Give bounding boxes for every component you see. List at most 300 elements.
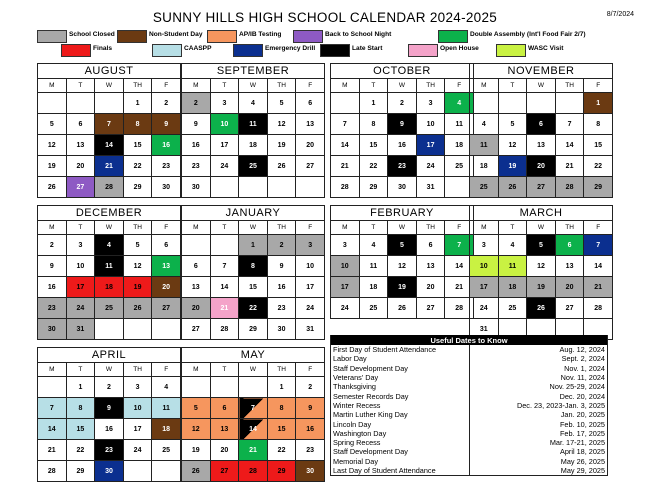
useful-date-event: Staff Development Day (331, 447, 470, 456)
day-cell: 8 (359, 114, 388, 135)
weekday-header: W (388, 79, 417, 93)
day-cell: 2 (267, 235, 296, 256)
month-name: OCTOBER (331, 64, 474, 79)
day-cell: 27 (210, 461, 239, 482)
day-cell: 24 (210, 156, 239, 177)
month-march (469, 205, 613, 340)
day-cell (331, 93, 360, 114)
week-row (38, 319, 181, 340)
day-cell (210, 177, 239, 198)
day-cell: 31 (416, 177, 445, 198)
day-cell: 13 (152, 256, 181, 277)
day-cell (152, 319, 181, 340)
day-cell: 2 (182, 93, 211, 114)
day-cell: 13 (416, 256, 445, 277)
day-cell: 24 (296, 298, 325, 319)
day-cell: 7 (95, 114, 124, 135)
day-cell: 6 (152, 235, 181, 256)
day-cell: 30 (267, 319, 296, 340)
legend-label: WASC Visit (528, 45, 564, 52)
day-cell: 10 (296, 256, 325, 277)
day-cell: 3 (123, 377, 152, 398)
day-cell: 21 (445, 277, 474, 298)
day-cell: 11 (152, 398, 181, 419)
day-cell: 6 (555, 235, 584, 256)
month-name: APRIL (38, 348, 181, 363)
weekday-header: M (182, 363, 211, 377)
day-cell: 28 (95, 177, 124, 198)
day-cell: 14 (38, 419, 67, 440)
weekday-header: TH (416, 221, 445, 235)
day-cell: 20 (210, 440, 239, 461)
day-cell: 28 (445, 298, 474, 319)
day-cell: 7 (445, 235, 474, 256)
month-february (330, 205, 474, 319)
day-cell: 6 (210, 398, 239, 419)
useful-date-row (331, 364, 608, 373)
day-cell: 18 (239, 135, 268, 156)
weekday-header: TH (555, 221, 584, 235)
day-cell: 14 (331, 135, 360, 156)
legend-label: Late Start (352, 45, 383, 52)
day-cell: 8 (239, 256, 268, 277)
day-cell: 5 (498, 114, 527, 135)
day-cell: 9 (267, 256, 296, 277)
day-cell: 6 (66, 114, 95, 135)
week-row (38, 398, 181, 419)
weekday-header: T (359, 221, 388, 235)
day-cell: 22 (123, 156, 152, 177)
week-row (182, 277, 325, 298)
week-row (182, 177, 325, 198)
week-row (38, 461, 181, 482)
day-cell: 20 (527, 156, 556, 177)
day-cell: 16 (267, 277, 296, 298)
day-cell: 26 (123, 298, 152, 319)
legend-swatch (37, 30, 67, 43)
month-may (181, 347, 325, 482)
useful-date-value: Sept. 2, 2024 (469, 354, 608, 363)
day-cell: 27 (416, 298, 445, 319)
day-cell: 2 (95, 377, 124, 398)
day-cell: 4 (239, 93, 268, 114)
day-cell: 30 (38, 319, 67, 340)
month-september (181, 63, 325, 198)
week-row (331, 298, 474, 319)
day-cell: 28 (38, 461, 67, 482)
day-cell: 9 (296, 398, 325, 419)
weekday-header: W (95, 221, 124, 235)
day-cell: 7 (331, 114, 360, 135)
day-cell: 27 (182, 319, 211, 340)
day-cell: 12 (182, 419, 211, 440)
day-cell: 12 (267, 114, 296, 135)
day-cell: 31 (470, 319, 499, 340)
day-cell: 23 (38, 298, 67, 319)
day-cell: 13 (296, 114, 325, 135)
useful-date-value: Nov. 1, 2024 (469, 364, 608, 373)
day-cell: 27 (296, 156, 325, 177)
useful-dates-header: Useful Dates to Know (331, 335, 608, 345)
day-cell: 10 (123, 398, 152, 419)
day-cell (555, 93, 584, 114)
day-cell: 4 (152, 377, 181, 398)
legend-swatch (207, 30, 237, 43)
day-cell (239, 377, 268, 398)
week-row (331, 114, 474, 135)
useful-date-event: Veterans' Day (331, 373, 470, 382)
day-cell: 28 (584, 298, 613, 319)
weekday-header: TH (123, 221, 152, 235)
day-cell: 1 (359, 93, 388, 114)
weekday-header: M (38, 79, 67, 93)
day-cell: 18 (152, 419, 181, 440)
useful-date-row (331, 401, 608, 410)
day-cell: 3 (210, 93, 239, 114)
weekday-header: F (584, 79, 613, 93)
day-cell: 18 (470, 156, 499, 177)
legend-swatch (438, 30, 468, 43)
day-cell: 12 (123, 256, 152, 277)
useful-date-row (331, 345, 608, 354)
weekday-header: F (296, 79, 325, 93)
day-cell: 21 (210, 298, 239, 319)
day-cell: 2 (388, 93, 417, 114)
day-cell: 12 (388, 256, 417, 277)
useful-date-value: Jan. 20, 2025 (469, 410, 608, 419)
day-cell (182, 377, 211, 398)
day-cell (527, 93, 556, 114)
day-cell: 1 (267, 377, 296, 398)
week-row (470, 135, 613, 156)
weekday-header: M (182, 221, 211, 235)
day-cell: 2 (38, 235, 67, 256)
day-cell: 16 (388, 135, 417, 156)
day-cell: 29 (584, 177, 613, 198)
legend-label: Finals (93, 45, 113, 52)
day-cell: 13 (66, 135, 95, 156)
weekday-header: T (66, 363, 95, 377)
day-cell: 13 (210, 419, 239, 440)
weekday-header: T (210, 221, 239, 235)
useful-date-row (331, 354, 608, 363)
week-row (182, 319, 325, 340)
weekday-header: F (445, 221, 474, 235)
day-cell: 25 (239, 156, 268, 177)
day-cell: 14 (555, 135, 584, 156)
day-cell: 28 (331, 177, 360, 198)
day-cell: 30 (152, 177, 181, 198)
week-row (470, 177, 613, 198)
day-cell: 6 (416, 235, 445, 256)
day-cell: 21 (38, 440, 67, 461)
week-row (470, 93, 613, 114)
useful-date-event: Spring Recess (331, 438, 470, 447)
day-cell: 24 (416, 156, 445, 177)
week-row (331, 256, 474, 277)
week-row (331, 156, 474, 177)
day-cell: 25 (445, 156, 474, 177)
day-cell (239, 177, 268, 198)
useful-date-row (331, 410, 608, 419)
legend-swatch (117, 30, 147, 43)
day-cell: 7 (555, 114, 584, 135)
day-cell: 9 (182, 114, 211, 135)
week-row (331, 177, 474, 198)
day-cell: 19 (38, 156, 67, 177)
useful-date-value: Nov. 25-29, 2024 (469, 382, 608, 391)
legend-swatch (233, 44, 263, 57)
week-row (470, 235, 613, 256)
weekday-header: W (95, 363, 124, 377)
day-cell: 22 (66, 440, 95, 461)
week-row (38, 256, 181, 277)
week-row (470, 298, 613, 319)
day-cell: 19 (267, 135, 296, 156)
day-cell: 24 (66, 298, 95, 319)
day-cell: 14 (584, 256, 613, 277)
useful-date-row (331, 419, 608, 428)
useful-date-row (331, 391, 608, 400)
day-cell: 2 (296, 377, 325, 398)
day-cell: 12 (527, 256, 556, 277)
day-cell: 21 (239, 440, 268, 461)
day-cell (66, 93, 95, 114)
weekday-header: T (210, 363, 239, 377)
week-row (38, 277, 181, 298)
week-row (182, 377, 325, 398)
day-cell: 4 (498, 235, 527, 256)
month-name: MARCH (470, 206, 613, 221)
weekday-header: M (331, 221, 360, 235)
weekday-header: T (66, 79, 95, 93)
legend-label: Double Assembly (Int'l Food Fair 2/7) (470, 31, 586, 38)
day-cell: 11 (95, 256, 124, 277)
useful-date-row (331, 457, 608, 466)
day-cell: 9 (388, 114, 417, 135)
day-cell: 3 (416, 93, 445, 114)
day-cell: 10 (66, 256, 95, 277)
day-cell: 4 (95, 235, 124, 256)
day-cell (123, 319, 152, 340)
day-cell: 30 (182, 177, 211, 198)
weekday-header: TH (416, 79, 445, 93)
month-january (181, 205, 325, 340)
useful-date-event: Washington Day (331, 429, 470, 438)
week-row (182, 114, 325, 135)
weekday-header: TH (267, 221, 296, 235)
day-cell: 9 (95, 398, 124, 419)
month-august (37, 63, 181, 198)
legend-label: Back to School Night (325, 31, 392, 38)
useful-date-event: Thanksgiving (331, 382, 470, 391)
day-cell: 14 (95, 135, 124, 156)
useful-date-value: April 18, 2025 (469, 447, 608, 456)
day-cell: 19 (498, 156, 527, 177)
weekday-header: W (95, 79, 124, 93)
useful-date-row (331, 382, 608, 391)
day-cell: 21 (555, 156, 584, 177)
day-cell (498, 93, 527, 114)
useful-date-event: Staff Development Day (331, 364, 470, 373)
weekday-header: M (182, 79, 211, 93)
day-cell: 24 (123, 440, 152, 461)
day-cell: 11 (239, 114, 268, 135)
weekday-header: F (152, 363, 181, 377)
week-row (38, 156, 181, 177)
weekday-header: W (239, 221, 268, 235)
day-cell: 6 (296, 93, 325, 114)
day-cell: 20 (555, 277, 584, 298)
day-cell (210, 377, 239, 398)
day-cell: 24 (470, 298, 499, 319)
useful-date-row (331, 429, 608, 438)
day-cell: 3 (470, 235, 499, 256)
day-cell: 5 (527, 235, 556, 256)
weekday-header: M (38, 363, 67, 377)
week-row (470, 277, 613, 298)
day-cell: 28 (555, 177, 584, 198)
day-cell: 29 (66, 461, 95, 482)
day-cell (210, 235, 239, 256)
day-cell: 22 (584, 156, 613, 177)
day-cell: 17 (416, 135, 445, 156)
weekday-header: TH (267, 363, 296, 377)
day-cell (152, 461, 181, 482)
day-cell: 20 (152, 277, 181, 298)
day-cell: 10 (210, 114, 239, 135)
day-cell: 18 (359, 277, 388, 298)
day-cell: 26 (38, 177, 67, 198)
week-row (182, 235, 325, 256)
day-cell: 21 (584, 277, 613, 298)
week-row (182, 419, 325, 440)
day-cell: 26 (267, 156, 296, 177)
month-name: SEPTEMBER (182, 64, 325, 79)
day-cell: 11 (359, 256, 388, 277)
legend-label: AP/IB Testing (239, 31, 282, 38)
day-cell: 23 (296, 440, 325, 461)
day-cell: 11 (470, 135, 499, 156)
day-cell: 29 (267, 461, 296, 482)
day-cell: 4 (359, 235, 388, 256)
day-cell: 28 (239, 461, 268, 482)
legend-swatch (408, 44, 438, 57)
day-cell: 15 (359, 135, 388, 156)
day-cell: 17 (470, 277, 499, 298)
day-cell: 20 (416, 277, 445, 298)
day-cell: 4 (445, 93, 474, 114)
day-cell: 8 (123, 114, 152, 135)
day-cell: 7 (584, 235, 613, 256)
day-cell: 19 (182, 440, 211, 461)
day-cell: 14 (210, 277, 239, 298)
useful-date-value: Nov. 11, 2024 (469, 373, 608, 382)
useful-date-value: Feb. 17, 2025 (469, 429, 608, 438)
day-cell: 5 (38, 114, 67, 135)
day-cell: 9 (38, 256, 67, 277)
day-cell: 15 (267, 419, 296, 440)
day-cell: 16 (296, 419, 325, 440)
week-row (38, 135, 181, 156)
week-row (331, 93, 474, 114)
week-row (182, 398, 325, 419)
day-cell: 22 (267, 440, 296, 461)
day-cell: 31 (296, 319, 325, 340)
week-row (38, 440, 181, 461)
day-cell (182, 235, 211, 256)
week-row (470, 156, 613, 177)
day-cell: 7 (38, 398, 67, 419)
day-cell (95, 319, 124, 340)
day-cell: 5 (267, 93, 296, 114)
legend-swatch (496, 44, 526, 57)
day-cell: 25 (359, 298, 388, 319)
day-cell: 8 (66, 398, 95, 419)
day-cell: 30 (388, 177, 417, 198)
day-cell: 4 (470, 114, 499, 135)
weekday-header: TH (123, 363, 152, 377)
day-cell: 27 (66, 177, 95, 198)
day-cell: 21 (95, 156, 124, 177)
day-cell (38, 377, 67, 398)
day-cell: 23 (152, 156, 181, 177)
day-cell: 17 (123, 419, 152, 440)
useful-dates-table (330, 335, 608, 476)
month-november (469, 63, 613, 198)
day-cell (267, 177, 296, 198)
month-name: AUGUST (38, 64, 181, 79)
week-row (470, 114, 613, 135)
legend-swatch (320, 44, 350, 57)
day-cell: 8 (584, 114, 613, 135)
useful-date-event: Winter Recess (331, 401, 470, 410)
week-row (38, 114, 181, 135)
day-cell: 26 (388, 298, 417, 319)
day-cell: 23 (182, 156, 211, 177)
day-cell: 12 (38, 135, 67, 156)
weekday-header: TH (555, 79, 584, 93)
day-cell: 3 (331, 235, 360, 256)
day-cell: 23 (388, 156, 417, 177)
day-cell: 9 (152, 114, 181, 135)
day-cell: 22 (239, 298, 268, 319)
day-cell: 30 (95, 461, 124, 482)
useful-date-event: Labor Day (331, 354, 470, 363)
weekday-header: W (239, 363, 268, 377)
day-cell: 5 (388, 235, 417, 256)
weekday-header: F (296, 221, 325, 235)
week-row (331, 235, 474, 256)
week-row (38, 235, 181, 256)
day-cell: 23 (267, 298, 296, 319)
legend-swatch (293, 30, 323, 43)
month-name: DECEMBER (38, 206, 181, 221)
month-october (330, 63, 474, 198)
weekday-header: W (388, 221, 417, 235)
day-cell: 1 (584, 93, 613, 114)
day-cell: 14 (445, 256, 474, 277)
day-cell (470, 93, 499, 114)
useful-date-event: Semester Records Day (331, 391, 470, 400)
useful-date-value: Dec. 20, 2024 (469, 391, 608, 400)
day-cell: 17 (331, 277, 360, 298)
day-cell: 5 (182, 398, 211, 419)
weekday-header: M (470, 79, 499, 93)
day-cell: 16 (182, 135, 211, 156)
weekday-header: M (38, 221, 67, 235)
useful-date-value: May 29, 2025 (469, 466, 608, 476)
